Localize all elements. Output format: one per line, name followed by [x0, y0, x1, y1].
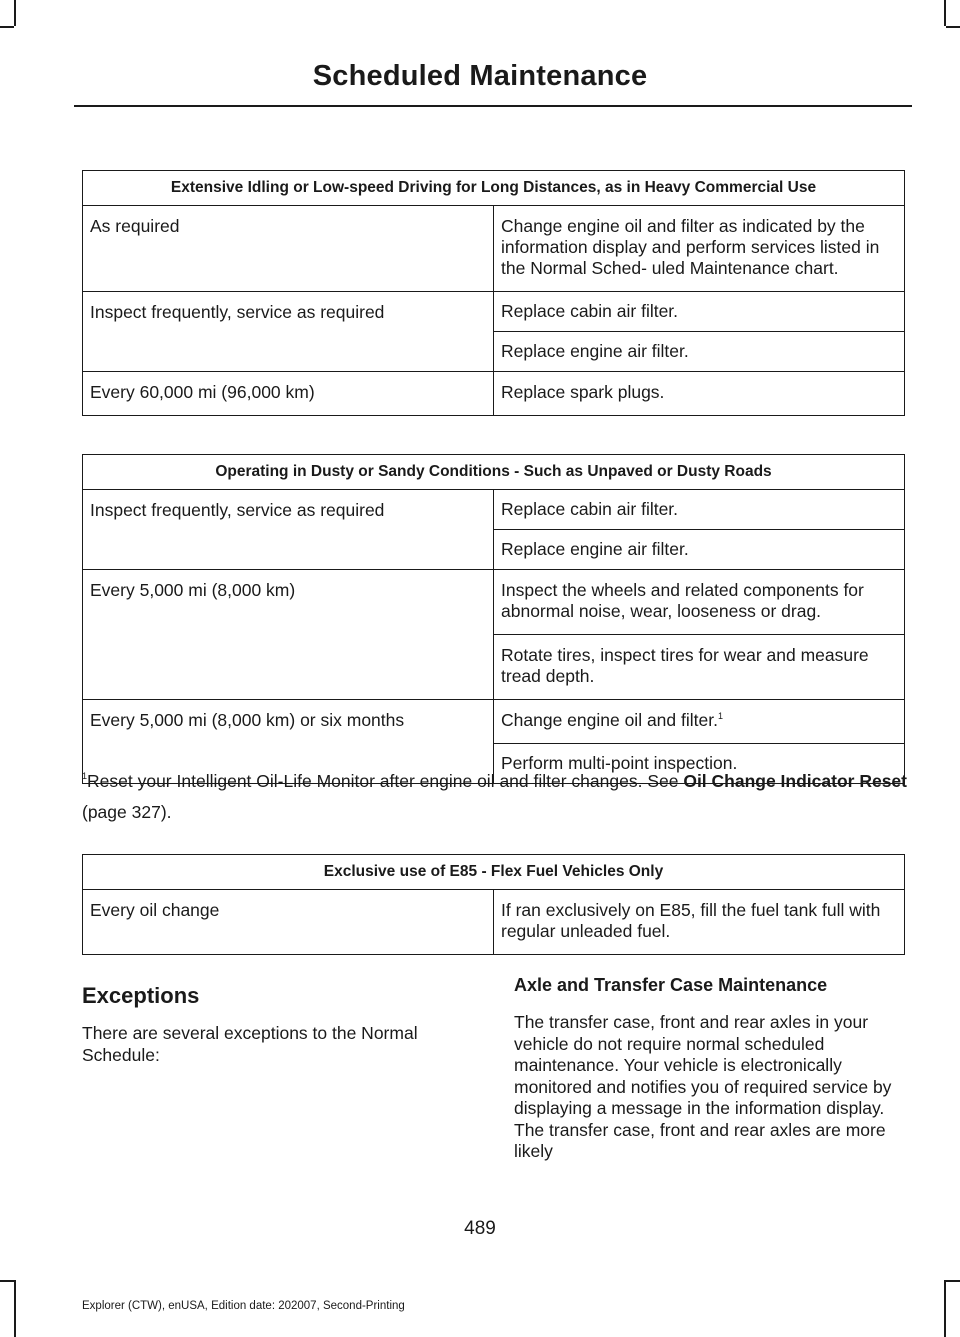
- axle-section: [514, 972, 909, 1163]
- page-title: Scheduled Maintenance: [312, 60, 648, 92]
- action-cell: Rotate tires, inspect tires for wear and measure tread depth.: [494, 635, 905, 700]
- crop-mark: [944, 0, 946, 26]
- interval-cell: Inspect frequently, service as required: [83, 292, 494, 372]
- table-heading: Extensive Idling or Low-speed Driving for Long Distances, as in Heavy Commercial Use: [83, 171, 905, 206]
- table-heading: Operating in Dusty or Sandy Conditions - Such as Unpaved or Dusty Roads: [83, 455, 905, 490]
- crop-mark: [14, 1280, 16, 1337]
- action-text: Change engine oil and filter.: [501, 710, 718, 730]
- interval-cell: As required: [83, 206, 494, 292]
- action-cell: Inspect the wheels and related components for abnormal noise, wear, looseness or drag.: [494, 570, 905, 635]
- crop-mark: [0, 26, 14, 28]
- action-cell: Replace engine air filter.: [494, 332, 905, 372]
- crop-mark: [944, 1280, 946, 1337]
- action-cell: [494, 700, 905, 744]
- section-body: There are several exceptions to the Normal Schedule:: [82, 1023, 418, 1065]
- title-divider: [74, 105, 912, 107]
- crop-mark: [14, 0, 16, 26]
- cross-reference-link[interactable]: Oil Change Indicator Reset: [683, 771, 907, 791]
- table-row: [83, 570, 905, 635]
- action-cell: Replace cabin air filter.: [494, 292, 905, 332]
- footnote: [82, 766, 912, 828]
- idling-maintenance-table: [82, 170, 905, 416]
- crop-mark: [946, 1280, 960, 1282]
- interval-cell: Every 60,000 mi (96,000 km): [83, 372, 494, 416]
- section-heading: Exceptions: [82, 983, 200, 1008]
- exceptions-section: [82, 982, 477, 1066]
- interval-cell: Every oil change: [83, 890, 494, 955]
- table-heading: Exclusive use of E85 - Flex Fuel Vehicles Only: [83, 855, 905, 890]
- page-reference: (page 327).: [82, 802, 172, 822]
- table-row: [83, 206, 905, 292]
- action-cell: Replace spark plugs.: [494, 372, 905, 416]
- table-row: [83, 890, 905, 955]
- crop-mark: [0, 1280, 14, 1282]
- page-number: 489: [464, 1218, 496, 1239]
- table-row: [83, 292, 905, 332]
- edition-info: Explorer (CTW), enUSA, Edition date: 202007, Second-Printing: [82, 1300, 405, 1312]
- action-cell: Replace engine air filter.: [494, 530, 905, 570]
- table-row: [83, 700, 905, 744]
- interval-cell: Inspect frequently, service as required: [83, 490, 494, 570]
- section-heading: Axle and Transfer Case Maintenance: [514, 975, 828, 995]
- table-row: [83, 372, 905, 416]
- action-cell: Replace cabin air filter.: [494, 490, 905, 530]
- action-cell: Perform multi-point inspection.: [494, 744, 905, 784]
- action-cell: If ran exclusively on E85, fill the fuel tank full with regular unleaded fuel.: [494, 890, 905, 955]
- footnote-text: Reset your Intelligent Oil-Life Monitor after engine oil and filter changes. See: [87, 771, 679, 791]
- crop-mark: [946, 26, 960, 28]
- interval-cell: Every 5,000 mi (8,000 km): [83, 570, 494, 700]
- interval-cell: Every 5,000 mi (8,000 km) or six months: [83, 700, 494, 784]
- section-body: The transfer case, front and rear axles in your vehicle do not require normal scheduled maintenance. Your vehicle is electronically monitored and notifies you of required service by displaying a message in the information display. The transfer case, front and rear axles are more likely: [514, 1012, 892, 1161]
- footnote-marker: 1: [82, 771, 88, 781]
- table-row: [83, 490, 905, 530]
- e85-table: [82, 854, 905, 955]
- dusty-conditions-table: [82, 454, 905, 784]
- action-cell: Change engine oil and filter as indicated by the information display and perform services listed in the Normal Sched- uled Maintenance chart.: [494, 206, 905, 292]
- footnote-marker: 1: [717, 711, 723, 721]
